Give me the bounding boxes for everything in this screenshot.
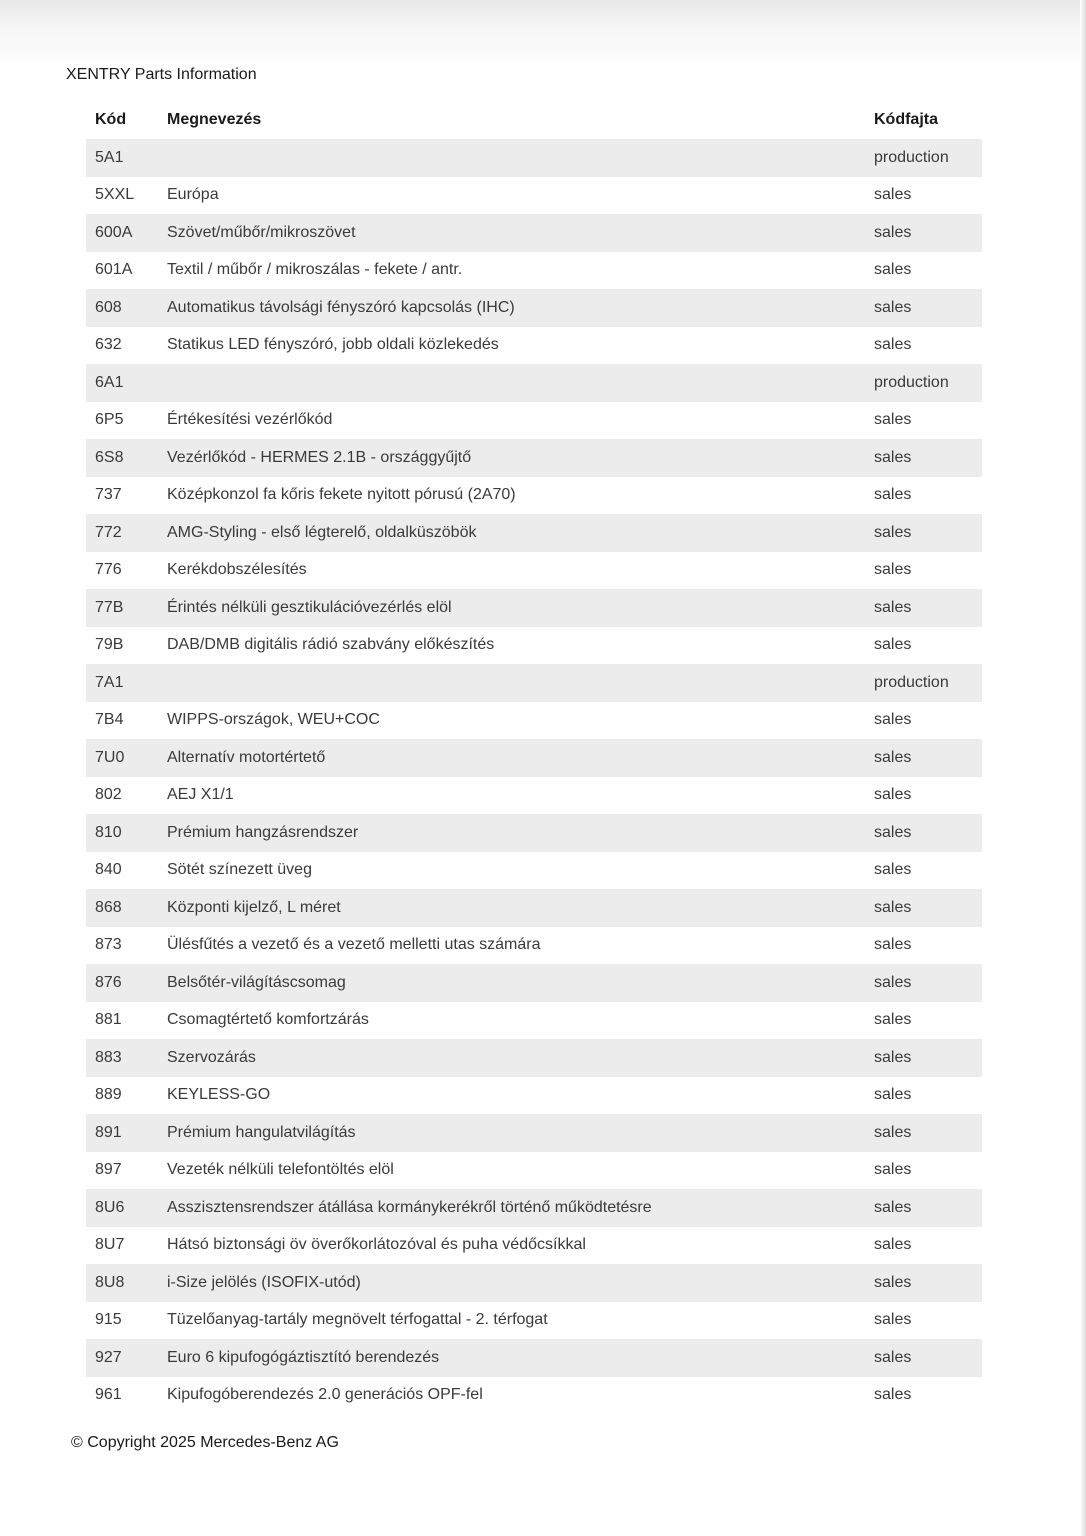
- cell-name: Prémium hangulatvilágítás: [158, 1114, 865, 1152]
- cell-type: sales: [865, 814, 982, 852]
- table-row: [86, 1264, 982, 1302]
- cell-type: sales: [874, 186, 912, 204]
- table-row: [86, 627, 982, 665]
- cell-name: Statikus LED fényszóró, jobb oldali közlekedés: [167, 336, 499, 354]
- table-row: [86, 777, 982, 815]
- cell-code: 883: [86, 1039, 158, 1077]
- cell-name: Asszisztensrendszer átállása kormánykerékről történő működtetésre: [158, 1189, 865, 1227]
- cell-code: 868: [86, 889, 158, 927]
- cell-type: production: [865, 139, 982, 177]
- table-row: [86, 289, 982, 327]
- cell-name: Európa: [167, 186, 219, 204]
- cell-code: 608: [86, 289, 158, 327]
- cell-code: 7A1: [86, 664, 158, 702]
- cell-name: Prémium hangzásrendszer: [158, 814, 865, 852]
- cell-type: sales: [874, 636, 912, 654]
- cell-type: sales: [865, 1264, 982, 1302]
- column-header-type: Kódfajta: [874, 111, 938, 128]
- table-row: [86, 1002, 982, 1040]
- cell-code: 881: [95, 1011, 122, 1029]
- parts-table: [86, 101, 982, 1414]
- cell-name: Középkonzol fa kőris fekete nyitott pórusú (2A70): [167, 486, 516, 504]
- cell-name: Szervozárás: [158, 1039, 865, 1077]
- cell-name: Érintés nélküli gesztikulációvezérlés elöl: [158, 589, 865, 627]
- cell-type: sales: [865, 1339, 982, 1377]
- cell-code: 8U8: [86, 1264, 158, 1302]
- cell-type: sales: [874, 561, 912, 579]
- cell-type: sales: [874, 711, 912, 729]
- cell-name: WIPPS-országok, WEU+COC: [167, 711, 380, 729]
- cell-name: Értékesítési vezérlőkód: [167, 411, 333, 429]
- cell-name: AEJ X1/1: [167, 786, 234, 804]
- cell-name: [158, 664, 865, 702]
- cell-type: sales: [874, 1011, 912, 1029]
- table-row: [86, 1039, 982, 1077]
- cell-name: Kipufogóberendezés 2.0 generációs OPF-fel: [167, 1386, 483, 1404]
- table-row: [86, 852, 982, 890]
- cell-type: production: [865, 664, 982, 702]
- table-row: [86, 214, 982, 252]
- cell-name: Belsőtér-világításcsomag: [158, 964, 865, 1002]
- scan-shadow-top: [0, 0, 1086, 70]
- cell-type: sales: [874, 1236, 912, 1254]
- cell-type: production: [865, 364, 982, 402]
- cell-type: sales: [865, 1114, 982, 1152]
- cell-code: 8U6: [86, 1189, 158, 1227]
- table-row: [86, 964, 982, 1002]
- table-row: [86, 814, 982, 852]
- cell-code: 927: [86, 1339, 158, 1377]
- cell-code: 6P5: [95, 411, 124, 429]
- table-row: [86, 664, 982, 702]
- cell-name: Ülésfűtés a vezető és a vezető melletti utas számára: [167, 936, 541, 954]
- cell-name: KEYLESS-GO: [167, 1086, 271, 1104]
- cell-code: 802: [95, 786, 122, 804]
- table-row: [86, 889, 982, 927]
- cell-type: sales: [865, 1039, 982, 1077]
- cell-code: 776: [95, 561, 122, 579]
- cell-name: Textil / műbőr / mikroszálas - fekete / antr.: [167, 261, 463, 279]
- cell-type: sales: [865, 589, 982, 627]
- table-row: [86, 177, 982, 215]
- cell-code: 6A1: [86, 364, 158, 402]
- cell-type: sales: [874, 261, 912, 279]
- cell-type: sales: [874, 786, 912, 804]
- cell-name: Csomagtértető komfortzárás: [167, 1011, 369, 1029]
- cell-code: 840: [95, 861, 122, 879]
- cell-type: sales: [874, 1086, 912, 1104]
- cell-name: [158, 364, 865, 402]
- cell-type: sales: [874, 1311, 912, 1329]
- cell-type: sales: [874, 486, 912, 504]
- table-row: [86, 439, 982, 477]
- cell-type: sales: [874, 1386, 912, 1404]
- cell-code: 79B: [95, 636, 124, 654]
- cell-name: i-Size jelölés (ISOFIX-utód): [158, 1264, 865, 1302]
- cell-type: sales: [874, 936, 912, 954]
- cell-name: Vezérlőkód - HERMES 2.1B - országgyűjtő: [158, 439, 865, 477]
- table-header-row: [86, 101, 982, 139]
- cell-code: 8U7: [95, 1236, 125, 1254]
- cell-type: sales: [874, 1161, 912, 1179]
- table-row: [86, 739, 982, 777]
- cell-code: 737: [95, 486, 122, 504]
- cell-code: 5A1: [86, 139, 158, 177]
- cell-name: AMG-Styling - első légterelő, oldalküszöbök: [158, 514, 865, 552]
- table-row: [86, 1189, 982, 1227]
- cell-type: sales: [865, 514, 982, 552]
- table-row: [86, 1377, 982, 1415]
- cell-type: sales: [865, 289, 982, 327]
- table-row: [86, 1152, 982, 1190]
- cell-name: Tüzelőanyag-tartály megnövelt térfogattal - 2. térfogat: [167, 1311, 548, 1329]
- table-row: [86, 1114, 982, 1152]
- copyright-footer: © Copyright 2025 Mercedes-Benz AG: [71, 1434, 339, 1451]
- cell-name: Vezeték nélküli telefontöltés elöl: [167, 1161, 394, 1179]
- cell-type: sales: [865, 889, 982, 927]
- cell-type: sales: [874, 861, 912, 879]
- document-title: XENTRY Parts Information: [66, 66, 257, 83]
- cell-name: Szövet/műbőr/mikroszövet: [158, 214, 865, 252]
- cell-name: [158, 139, 865, 177]
- cell-type: sales: [874, 336, 912, 354]
- cell-name: Alternatív motortértető: [158, 739, 865, 777]
- table-row: [86, 1227, 982, 1265]
- column-header-code: Kód: [95, 111, 127, 128]
- cell-name: DAB/DMB digitális rádió szabvány előkészítés: [167, 636, 495, 654]
- cell-type: sales: [865, 739, 982, 777]
- table-row: [86, 1302, 982, 1340]
- cell-type: sales: [865, 214, 982, 252]
- cell-code: 915: [95, 1311, 122, 1329]
- table-row: [86, 327, 982, 365]
- table-row: [86, 364, 982, 402]
- cell-name: Automatikus távolsági fényszóró kapcsolás (IHC): [158, 289, 865, 327]
- cell-code: 876: [86, 964, 158, 1002]
- table-row: [86, 1077, 982, 1115]
- cell-code: 772: [86, 514, 158, 552]
- cell-type: sales: [865, 439, 982, 477]
- cell-code: 77B: [86, 589, 158, 627]
- cell-code: 5XXL: [95, 186, 135, 204]
- cell-code: 873: [95, 936, 122, 954]
- table-row: [86, 402, 982, 440]
- cell-name: Sötét színezett üveg: [167, 861, 312, 879]
- cell-type: sales: [874, 411, 912, 429]
- table-row: [86, 1339, 982, 1377]
- column-header-name: Megnevezés: [167, 111, 262, 128]
- cell-code: 889: [95, 1086, 122, 1104]
- cell-name: Hátsó biztonsági öv överőkorlátozóval és puha védőcsíkkal: [167, 1236, 586, 1254]
- table-row: [86, 252, 982, 290]
- cell-code: 961: [95, 1386, 122, 1404]
- table-row: [86, 477, 982, 515]
- table-row: [86, 589, 982, 627]
- cell-code: 6S8: [86, 439, 158, 477]
- cell-code: 600A: [86, 214, 158, 252]
- table-row: [86, 139, 982, 177]
- cell-name: Központi kijelző, L méret: [158, 889, 865, 927]
- cell-code: 632: [95, 336, 122, 354]
- cell-code: 810: [86, 814, 158, 852]
- cell-code: 891: [86, 1114, 158, 1152]
- cell-name: Euro 6 kipufogógáztisztító berendezés: [158, 1339, 865, 1377]
- cell-code: 7B4: [95, 711, 124, 729]
- cell-type: sales: [865, 964, 982, 1002]
- cell-code: 897: [95, 1161, 122, 1179]
- cell-name: Kerékdobszélesítés: [167, 561, 307, 579]
- table-row: [86, 552, 982, 590]
- cell-code: 601A: [95, 261, 133, 279]
- table-row: [86, 702, 982, 740]
- cell-type: sales: [865, 1189, 982, 1227]
- table-row: [86, 514, 982, 552]
- scan-shadow-right: [1080, 0, 1086, 1536]
- table-row: [86, 927, 982, 965]
- cell-code: 7U0: [86, 739, 158, 777]
